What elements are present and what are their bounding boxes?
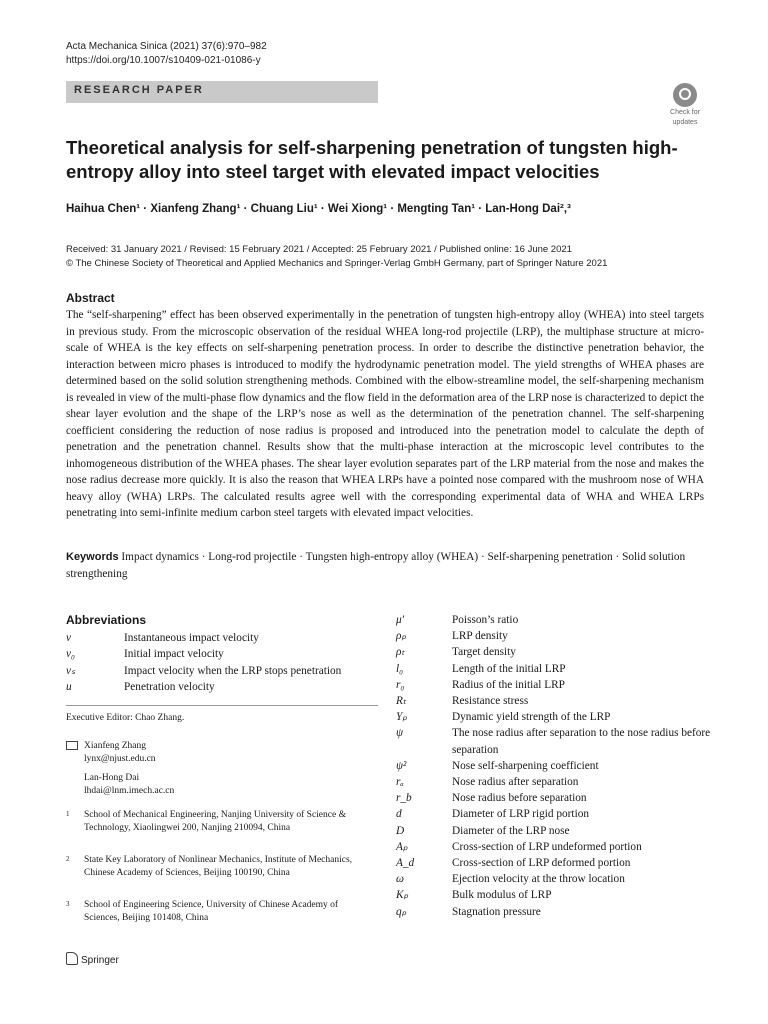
affiliation-text: School of Mechanical Engineering, Nanjing University of Science & Technology, Xiaolingwei 200, Nanjing 210094, China bbox=[84, 810, 346, 833]
nomenclature-row bbox=[396, 628, 716, 644]
nomenclature-row bbox=[396, 693, 716, 709]
abbreviation-desc: Impact velocity when the LRP stops penetration bbox=[124, 664, 342, 677]
abbreviation-desc: Penetration velocity bbox=[124, 680, 215, 693]
nomenclature-desc: The nose radius after separation to the nose radius before separation bbox=[452, 727, 711, 756]
nomenclature-symbol: Kₚ bbox=[396, 889, 409, 902]
nomenclature-row bbox=[396, 758, 716, 774]
nomenclature-symbol: ρₜ bbox=[396, 646, 405, 659]
nomenclature-symbol: r_b bbox=[396, 792, 412, 805]
nomenclature-row bbox=[396, 904, 716, 920]
nomenclature-desc: Radius of the initial LRP bbox=[452, 678, 565, 691]
affiliation-number: 1 bbox=[66, 810, 70, 818]
nomenclature-row bbox=[396, 823, 716, 839]
envelope-icon bbox=[66, 741, 78, 750]
nomenclature-symbol: ψ bbox=[396, 727, 404, 740]
nomenclature-row bbox=[396, 677, 716, 693]
corresponding-contacts bbox=[66, 740, 174, 798]
nomenclature-desc: Nose radius after separation bbox=[452, 776, 579, 789]
nomenclature-row bbox=[396, 612, 716, 628]
nomenclature-symbol: D bbox=[396, 824, 405, 837]
nomenclature-symbol: Aₚ bbox=[396, 840, 408, 853]
footnote-divider bbox=[66, 705, 378, 706]
abbreviations-list bbox=[66, 630, 376, 695]
nomenclature-desc: Resistance stress bbox=[452, 695, 529, 708]
abbreviation-row bbox=[66, 630, 376, 646]
affiliation-text: State Key Laboratory of Nonlinear Mechanics, Institute of Mechanics, Chinese Academy of Sciences, Beijing 100190, China bbox=[84, 855, 353, 878]
nomenclature-desc: Dynamic yield strength of the LRP bbox=[452, 711, 611, 724]
check-for-updates-badge[interactable] bbox=[665, 83, 705, 125]
journal-header bbox=[66, 40, 267, 68]
article-type-banner bbox=[66, 81, 378, 103]
affiliation-text: School of Engineering Science, University of Chinese Academy of Sciences, Beijing 101408, China bbox=[84, 900, 339, 923]
nomenclature-desc: Cross-section of LRP deformed portion bbox=[452, 857, 631, 870]
nomenclature-desc: Diameter of the LRP nose bbox=[452, 824, 570, 837]
affiliation-number: 2 bbox=[66, 855, 70, 863]
springer-horse-icon bbox=[66, 952, 78, 965]
nomenclature-row bbox=[396, 661, 716, 677]
affiliation-1 bbox=[66, 809, 366, 835]
nomenclature-desc: Nose self-sharpening coefficient bbox=[452, 759, 599, 772]
nomenclature-desc: Length of the initial LRP bbox=[452, 662, 566, 675]
publication-dates bbox=[66, 243, 607, 271]
publisher-footer bbox=[66, 952, 119, 966]
nomenclature-symbol: d bbox=[396, 808, 402, 821]
nomenclature-desc: Target density bbox=[452, 646, 516, 659]
author-list: Haihua Chen¹ · Xianfeng Zhang¹ · Chuang Liu¹ · Wei Xiong¹ · Mengting Tan¹ · Lan-Hong Dai²,³ bbox=[66, 203, 571, 215]
contact-email[interactable]: lynx@njust.edu.cn bbox=[84, 754, 156, 764]
copyright-line: © The Chinese Society of Theoretical and Applied Mechanics and Springer-Verlag GmbH Germany, part of Springer Nature 2021 bbox=[66, 258, 608, 269]
abbreviation-row bbox=[66, 679, 376, 695]
abbreviation-symbol: u bbox=[66, 680, 72, 693]
abbreviation-row bbox=[66, 646, 376, 662]
nomenclature-row bbox=[396, 871, 716, 887]
keywords-section bbox=[66, 549, 706, 582]
journal-citation: Acta Mechanica Sinica (2021) 37(6):970–982 bbox=[66, 41, 267, 52]
check-updates-text-2: updates bbox=[672, 119, 698, 126]
affiliation-number: 3 bbox=[66, 900, 70, 908]
nomenclature-row bbox=[396, 839, 716, 855]
abstract-heading: Abstract bbox=[66, 291, 115, 305]
nomenclature-symbol: rₐ bbox=[396, 776, 404, 789]
contact-name: Lan-Hong Dai bbox=[84, 773, 140, 783]
nomenclature-desc: Nose radius before separation bbox=[452, 792, 587, 805]
nomenclature-symbol: qₚ bbox=[396, 905, 407, 918]
publisher-name: Springer bbox=[81, 955, 119, 966]
abstract-text: The “self-sharpening” effect has been observed experimentally in the penetration of tungsten high-entropy alloy (WHEA) into steel targets in previous study. From the microscopic observation of the residual WHEA long-rod projectile (LRP), the multiphase structure at micro-scale of WHEA is the key effects on self-sharpening penetration process. In order to describe the distinctive penetration behavior, the interaction between micro phases is introduced to modify the hydrodynamic penetration model. The yield strengths of WHEA phases are determined based on the solid solution strengthening methods. Combined with the elbow-streamline model, the self-sharpening mechanism is revealed in view of the multi-phase flow dynamics and the flow field in the deformation area of the LRP nose is characterized to depict the shear layer evolution and the shape of the LRP’s nose as well as the determination of the penetration channel. The self-sharpening coefficient considering the reduction of nose radius is proposed and introduced into the penetration model to calculate the depth of penetration and the penetration channel. Results show that the multi-phase interaction at the microscopic level contributes to the inhomogeneous distribution of the WHEA phases. The shear layer evolution separates part of the LRP material from the nose and makes the nose radius decrease more quickly. It is also the reason that WHEA LRPs have a pointed nose compared with the mushroom nose of WHA heavy alloy (WHA) LRPs. The calculated results agree well with the corresponding experimental data of WHA and WHEA LRPs penetrating into semi-infinite medium carbon steel targets with elevated impact velocities. bbox=[66, 309, 704, 519]
nomenclature-symbol: l₀ bbox=[396, 662, 404, 675]
nomenclature-row bbox=[396, 887, 716, 903]
abbreviation-desc: Instantaneous impact velocity bbox=[124, 632, 259, 644]
nomenclature-symbol: Yₚ bbox=[396, 711, 408, 724]
nomenclature-desc: Ejection velocity at the throw location bbox=[452, 873, 625, 886]
abbreviation-row bbox=[66, 663, 376, 679]
nomenclature-symbol: Rₜ bbox=[396, 695, 407, 708]
abbreviation-symbol: v₀ bbox=[66, 648, 75, 661]
nomenclature-desc: LRP density bbox=[452, 630, 508, 643]
nomenclature-row bbox=[396, 644, 716, 660]
nomenclature-desc: Stagnation pressure bbox=[452, 905, 541, 918]
nomenclature-row bbox=[396, 709, 716, 725]
nomenclature-symbol: A_d bbox=[396, 857, 415, 870]
keywords-text: Impact dynamics · Long-rod projectile · Tungsten high-entropy alloy (WHEA) · Self-sharpening penetration · Solid solution strengthening bbox=[66, 551, 686, 580]
nomenclature-row bbox=[396, 725, 716, 757]
nomenclature-row bbox=[396, 774, 716, 790]
nomenclature-desc: Diameter of LRP rigid portion bbox=[452, 808, 590, 821]
nomenclature-row bbox=[396, 790, 716, 806]
paper-title: Theoretical analysis for self-sharpening penetration of tungsten high-entropy alloy into steel target with elevated impact velocities bbox=[66, 137, 678, 182]
affiliation-2 bbox=[66, 854, 366, 880]
abbreviation-symbol: v bbox=[66, 632, 72, 644]
abbreviations-heading: Abbreviations bbox=[66, 613, 147, 627]
executive-editor: Executive Editor: Chao Zhang. bbox=[66, 713, 185, 723]
nomenclature-desc: Cross-section of LRP undeformed portion bbox=[452, 840, 642, 853]
affiliation-3 bbox=[66, 899, 366, 925]
abbreviation-desc: Initial impact velocity bbox=[124, 648, 224, 661]
nomenclature-symbol: ψ² bbox=[396, 759, 407, 772]
nomenclature-symbol: μ′ bbox=[396, 614, 405, 626]
check-updates-text-1: Check for bbox=[670, 109, 700, 116]
nomenclature-symbol: r₀ bbox=[396, 678, 405, 691]
nomenclature-desc: Bulk modulus of LRP bbox=[452, 889, 552, 902]
nomenclature-list bbox=[396, 612, 716, 920]
nomenclature-desc: Poisson’s ratio bbox=[452, 614, 519, 626]
doi-link[interactable]: https://doi.org/10.1007/s10409-021-01086-y bbox=[66, 55, 261, 66]
keywords-label: Keywords bbox=[66, 551, 119, 563]
check-updates-icon bbox=[673, 83, 697, 107]
contact-name: Xianfeng Zhang bbox=[84, 741, 146, 751]
contact-email[interactable]: lhdai@lnm.imech.ac.cn bbox=[84, 786, 175, 796]
nomenclature-row bbox=[396, 855, 716, 871]
history-dates: Received: 31 January 2021 / Revised: 15 February 2021 / Accepted: 25 February 2021 / Published online: 16 June 2021 bbox=[66, 244, 572, 255]
article-type-label: RESEARCH PAPER bbox=[74, 84, 204, 96]
nomenclature-symbol: ρₚ bbox=[396, 630, 407, 643]
nomenclature-row bbox=[396, 806, 716, 822]
nomenclature-symbol: ω bbox=[396, 873, 404, 886]
abbreviation-symbol: vₛ bbox=[66, 664, 76, 677]
